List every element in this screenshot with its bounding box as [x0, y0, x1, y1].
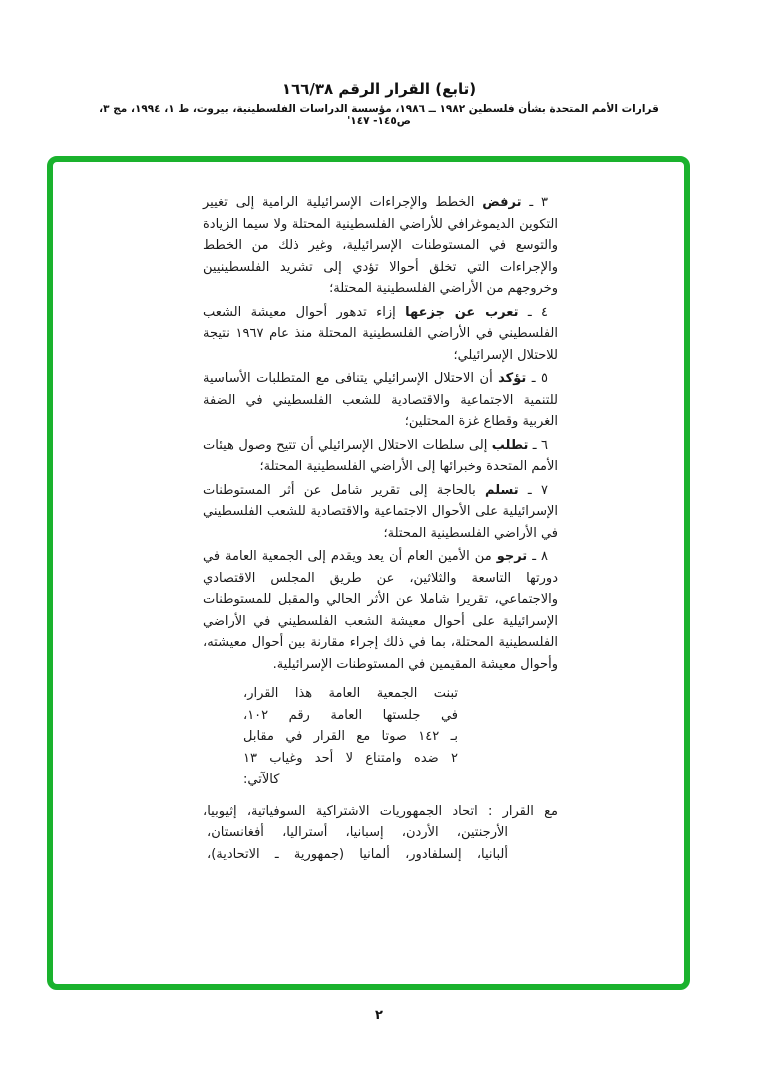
clause-number: ٣: [541, 195, 548, 210]
page-number: ٢: [375, 1008, 383, 1023]
clause-keyword: ترفض: [482, 195, 522, 210]
clause-dash: ـ: [527, 549, 542, 564]
adoption-line: كالآتي:: [243, 772, 280, 787]
clause-number: ٦: [541, 437, 548, 453]
clause-text: الخطط والإجراءات الإسرائيلية الرامية إلى تغيير التكوين الديموغرافي للأراضي الفلسطينية المحتلة ولا سيما الزيادة والتوسع في المستوطنات الإسرائيلية، وغير ذلك من الخطط والإجراءات التي تخلق أحوالا تؤدي إلى تشريد الفلسطينيين وخروجهم من الأراضي الفلسطينية المحتلة؛: [203, 195, 558, 296]
resolution-clause-7: [203, 480, 558, 545]
resolution-clause-3: [203, 192, 558, 300]
page-title: (تابع) القرار الرقم ١٦٦/٣٨: [281, 80, 477, 98]
clause-text: إلى سلطات الاحتلال الإسرائيلي أن تتيح وصول هيئات الأمم المتحدة وخبرائها إلى الأراضي الفلسطينية المحتلة؛: [203, 437, 558, 474]
votes-line: ألبانيا، إلسلفادور، ألمانيا (جمهورية ـ الاتحادية)،: [207, 846, 508, 862]
page-header: [0, 0, 758, 127]
resolution-clause-5: [203, 368, 558, 433]
clause-keyword: ترجو: [496, 549, 528, 564]
clause-dash: ـ: [518, 482, 542, 498]
adoption-line: ٢ ضده وامتناع لا أحد وغياب ١٣: [243, 750, 458, 766]
adoption-line: في جلستها العامة رقم ١٠٢،: [243, 707, 458, 723]
adoption-line: بـ ١٤٢ صوتا مع القرار في مقابل: [243, 729, 458, 744]
clause-keyword: تعرب عن جزعها: [405, 304, 519, 320]
clause-dash: ـ: [528, 437, 542, 453]
resolution-clause-6: [203, 435, 558, 478]
adoption-line: تبنت الجمعية العامة هذا القرار،: [243, 686, 458, 701]
clause-keyword: تؤكد: [498, 371, 527, 386]
votes-for-list: [203, 801, 558, 866]
clause-number: ٥: [541, 371, 549, 386]
clause-number: ٨: [541, 549, 549, 564]
clause-keyword: تسلم: [485, 482, 519, 498]
clause-number: ٤: [541, 304, 549, 320]
clause-keyword: تطلب: [491, 437, 529, 453]
clause-text: بالحاجة إلى تقرير شامل عن أثر المستوطنات الإسرائيلية على الأحوال الاجتماعية والاقتصادية للشعب الفلسطيني في الأراضي الفلسطينية المحتلة؛: [203, 482, 558, 541]
clause-dash: ـ: [518, 304, 542, 320]
adoption-note: [243, 683, 458, 791]
resolution-clause-4: [203, 302, 558, 367]
clause-dash: ـ: [521, 195, 542, 210]
resolution-clause-8: [203, 546, 558, 675]
clause-text: من الأمين العام أن يعد ويقدم إلى الجمعية العامة في دورتها التاسعة والثلاثين، عن طريق المجلس الاقتصادي والاجتماعي، تقريرا شاملا عن الأثر الحالي والمقبل للمستوطنات الإسرائيلية على أحوال معيشة الشعب الفلسطيني في الأراضي الفلسطينية المحتلة، بما في ذلك إجراء مقارنة بين أحوال معيشته، وأحوال معيشة المقيمين في المستوطنات الإسرائيلية.: [203, 549, 558, 672]
clause-dash: ـ: [526, 371, 542, 386]
reference-subtitle: قرارات الأمم المتحدة بشأن فلسطين ١٩٨٢ ــ ١٩٨٦، مؤسسة الدراسات الفلسطينية، بيروت، ط ١، ١٩٩٤، مج ٣، ص١٤٥- ١٤٧': [99, 103, 659, 127]
votes-line: مع القرار : اتحاد الجمهوريات الاشتراكية السوفياتية، إثيوبيا،: [203, 803, 558, 819]
clause-number: ٧: [541, 482, 548, 498]
clause-text: أن الاحتلال الإسرائيلي يتنافى مع المتطلبات الأساسية للتنمية الاجتماعية والاقتصادية للشعب الفلسطيني في الضفة الغربية وقطاع غزة المحتلين؛: [203, 371, 558, 429]
clause-text: إزاء تدهور أحوال معيشة الشعب الفلسطيني في الأراضي الفلسطينية المحتلة منذ عام ١٩٦٧ نتيجة للاحتلال الإسرائيلي؛: [203, 304, 558, 363]
content-border-box: [47, 156, 690, 990]
votes-line: الأرجنتين، الأردن، إسبانيا، أستراليا، أفغانستان،: [207, 825, 508, 840]
